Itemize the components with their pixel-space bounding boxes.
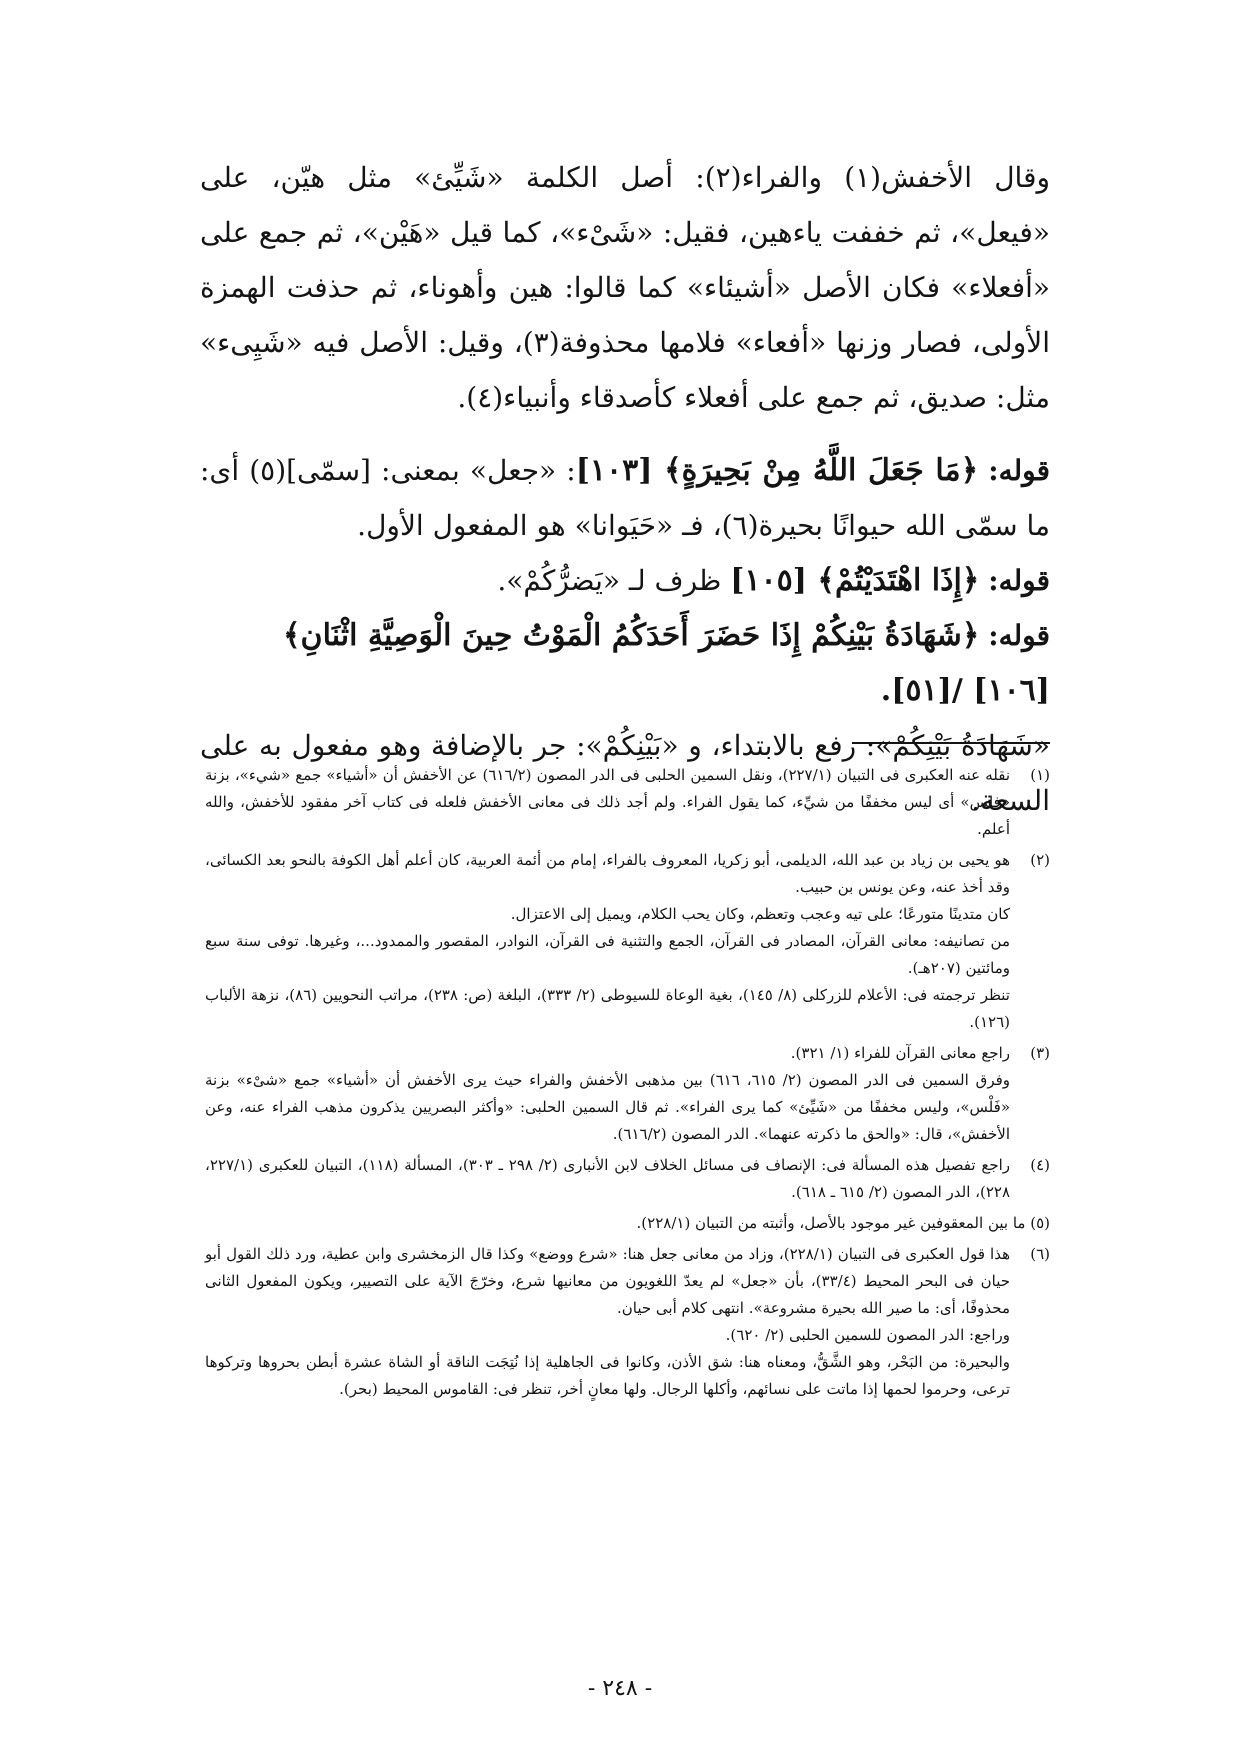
footnote-1 xyxy=(205,762,1050,843)
footnote-line: نقله عنه العكبرى فى التبيان (٢٢٧/١)، ونقل السمين الحلبى فى الدر المصون (٦١٦/٢) عن الأخفش أن «أشياء» جمع «شيء»، بزنة «فلس» أى ليس مخففًا من شيِّء، كما يقول الفراء. ولم أجد ذلك فى معانى الأخفش فلعله فى كتاب آخر مفقود للأخفش، والله أعلم. xyxy=(205,766,1010,838)
footnote-line: هذا قول العكبرى فى التبيان (٢٢٨/١)، وزاد من معانى جعل هنا: «شرع ووضع» وكذا قال الزمخشرى وابن عطية، ورد ذلك القول أبو حيان فى البحر المحيط (٣٣/٤)، بأن «جعل» لم يعدّ اللغويون من معانيها شرع، وخرّجَ الآية على التصيير، ويكون المفعول الثانى محذوفًا، أى: ما صير الله بحيرة مشروعة». انتهى كلام أبى حيان. xyxy=(205,1245,1011,1317)
footnote-line: وراجع: الدر المصون للسمين الحلبى (٢/ ٦٢٠). xyxy=(725,1326,1010,1344)
quran-verse-105: ﴿إِذَا اهْتَدَيْتُمْ﴾ [١٠٥] xyxy=(730,563,980,598)
footnote-3 xyxy=(205,1040,1050,1148)
footnote-line xyxy=(205,1210,1050,1237)
paragraph-plural-discussion: وقال الأخفش(١) والفراء(٢): أصل الكلمة «شَيِّئ» مثل هيّن، على «فيعل»، ثم خففت ياءهين، فقيل: «شَىْء»، كما قيل «هَيْن»، ثم جمع على «أفعلاء» فكان الأصل «أشيئاء» كما قالوا: هين وأهوناء، ثم حذفت الهمزة الأولى، فصار وزنها «أفعاء» فلامها محذوفة(٣)، وقيل: الأصل فيه «شَيِىء» مثل: صديق، ثم جمع على أفعلاء كأصدقاء وأنبياء(٤). xyxy=(200,161,1050,414)
footnote-6 xyxy=(205,1241,1050,1403)
page-number: - ٢٤٨ - xyxy=(587,1676,653,1701)
footnote-2 xyxy=(205,847,1050,1036)
verse-103-commentary: : «جعل» بمعنى: [سمّى](٥) أى: ما سمّى الله حيوانًا بحيرة(٦)، فـ «حَيَوانا» هو المفعول الأول. xyxy=(200,454,1050,542)
footnote-number: (٤) xyxy=(1030,1156,1050,1174)
footnote-line: هو يحيى بن زياد بن عبد الله، الديلمى، أبو زكريا، المعروف بالفراء، إمام من أئمة العربية، كان أعلم أهل الكوفة بالنحو بعد الكسائى، وقد أخذ عنه، وعن يونس بن حبيب. xyxy=(205,851,1010,896)
footnote-5 xyxy=(205,1210,1050,1237)
footnote-number: (٦) xyxy=(1030,1245,1050,1263)
quran-verse-106: ﴿شَهَادَةُ بَيْنِكُمْ إِذَا حَضَرَ أَحَدَكُمُ الْمَوْتُ حِينَ الْوَصِيَّةِ اثْنَانِ﴾ [١٠٦] /[٥١]. xyxy=(282,618,1050,708)
footnote-separator xyxy=(852,742,1050,744)
footnote-line: راجع تفصيل هذه المسألة فى: الإنصاف فى مسائل الخلاف لابن الأنبارى (٢/ ٢٩٨ ـ ٣٠٣)، المسألة (١١٨)، التبيان للعكبرى (٢٢٧/١، ٢٢٨)، الدر المصون (٢/ ٦١٥ ـ ٦١٨). xyxy=(205,1156,1011,1201)
footnote-number: (٣) xyxy=(1030,1044,1050,1062)
quran-verse-103: ﴿مَا جَعَلَ اللَّهُ مِنْ بَحِيرَةٍ﴾ [١٠٣] xyxy=(575,453,979,488)
footnote-number: (١) xyxy=(1030,766,1050,784)
verse-105-commentary: ظرف لـ «يَضرُّكُمْ». xyxy=(497,564,731,597)
verse-label: قوله: xyxy=(988,619,1050,652)
footnote-number: (٢) xyxy=(1030,851,1050,869)
footnote-4 xyxy=(205,1152,1050,1206)
footnote-line: من تصانيفه: معانى القرآن، المصادر فى القرآن، الجمع والتثنية فى القرآن، النوادر، المقصور والممدود...، وغيرها. توفى سنة سبع ومائتين (٢٠٧هـ). xyxy=(205,932,1010,977)
footnote-line: راجع معانى القرآن للفراء (١/ ٣٢١). xyxy=(790,1044,1010,1062)
paragraph-shahada-grammar: «شَهَادَةُ بَيْنِكُمْ»: رفع بالابتداء، و «بَيْنِكُمْ»: جر بالإضافة وهو مفعول به على السعة. xyxy=(200,729,1050,817)
paragraph-verse-103 xyxy=(200,443,1050,553)
verse-label: قوله: xyxy=(988,564,1050,597)
footnote-text: ما بين المعقوفين غير موجود بالأصل، وأثبته من التبيان (٢٢٨/١). xyxy=(636,1214,1026,1232)
main-text xyxy=(200,150,1050,828)
paragraph-verse-106 xyxy=(200,608,1050,718)
verse-label: قوله: xyxy=(988,454,1051,487)
footnote-line: كان متدينًا متورعًا؛ على تيه وعجب وتعظم، وكان يحب الكلام، ويميل إلى الاعتزال. xyxy=(510,905,1010,923)
footnote-number: (٥) xyxy=(1030,1214,1050,1232)
footnote-line: والبحيرة: من البَحْر، وهو الشَّقُّ، ومعناه هنا: شق الأذن، وكانوا فى الجاهلية إذا نُتِجَت الناقة أو الشاة عشرة أبطن بحروها وتركوها ترعى، وحرموا لحمها إذا ماتت على نسائهم، وأكلها الرجال. ولها معانٍ أخر، تنظر فى: القاموس المحيط (بحر). xyxy=(205,1353,1010,1398)
footnote-line: وفرق السمين فى الدر المصون (٢/ ٦١٥، ٦١٦) بين مذهبى الأخفش والفراء حيث يرى الأخفش أن «أشياء» جمع «شىْء» بزنة «فَلْس»، وليس مخففًا من «شَيِّئ» كما يرى الفراء». ثم قال السمين الحلبى: «وأكثر البصريين يذكرون مذهب الفراء عنه، وعن الأخفش»، قال: «والحق ما ذكرته عنهما». الدر المصون (٦١٦/٢). xyxy=(205,1071,1011,1143)
footnotes xyxy=(205,762,1050,1407)
paragraph-verse-105 xyxy=(200,553,1050,608)
footnote-line: تنظر ترجمته فى: الأعلام للزركلى (٨/ ١٤٥)، بغية الوعاة للسيوطى (٢/ ٣٣٣)، البلغة (ص: ٢٣٨)، مراتب النحويين (٨٦)، نزهة الألباب (١٢٦). xyxy=(205,986,1010,1031)
